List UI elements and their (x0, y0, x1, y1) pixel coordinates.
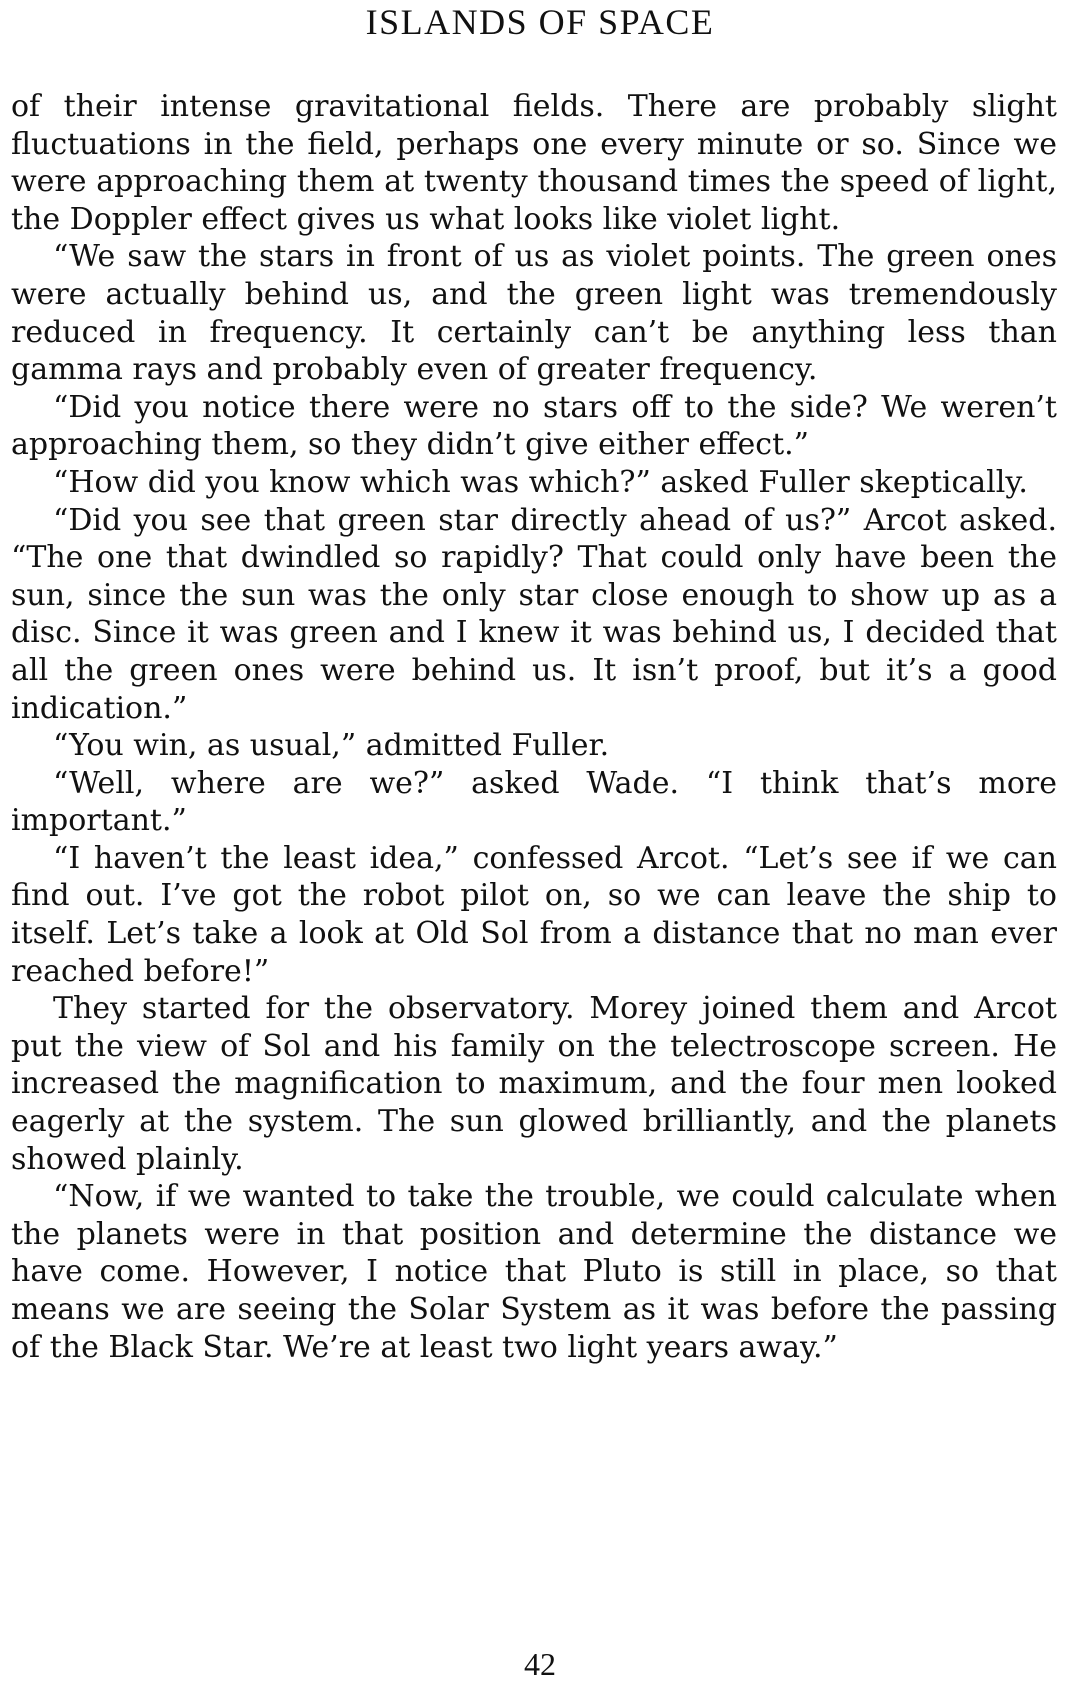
paragraph: They started for the observatory. Morey joined them and Arcot put the view of Sol and his family on the telectroscope screen. He increased the magnification to maximum, and the four men looked eagerly at the system. The sun glowed brilliantly, and the planets showed plainly. (11, 991, 1057, 1177)
paragraph: “How did you know which was which?” asked Fuller skeptically. (53, 464, 1028, 500)
page-number: 42 (524, 1646, 556, 1682)
paragraph: “Well, where are we?” asked Wade. “I think that’s more important.” (11, 765, 1057, 839)
running-title: ISLANDS OF SPACE (365, 2, 715, 42)
paragraph: “You win, as usual,” admitted Fuller. (53, 728, 610, 764)
paragraph: “Now, if we wanted to take the trouble, we could calculate when the planets were in that position and determine the distance we have come. However, I notice that Pluto is still in place, so that means we are seeing the Solar System as it was before the passing of the Black Star. We’re at least two light years away.” (11, 1179, 1057, 1365)
paragraph: “I haven’t the least idea,” confessed Arcot. “Let’s see if we can find out. I’ve got the robot pilot on, so we can leave the ship to itself. Let’s take a look at Old Sol from a distance that no man ever reached before!” (11, 840, 1057, 989)
paragraph: “Did you notice there were no stars off to the side? We weren’t approaching them, so they didn’t give either effect.” (11, 389, 1057, 463)
paragraph: of their intense gravitational fields. There are probably slight fluctuations in the field, perhaps one every minute or so. Since we were approaching them at twenty thousand times the speed of light, the Doppler effect gives us what looks like violet light. (11, 89, 1057, 237)
paragraph: “Did you see that green star directly ahead of us?” Arcot asked. “The one that dwindled so rapidly? That could only have been the sun, since the sun was the only star close enough to show up as a disc. Since it was green and I knew it was behind us, I decided that all the green ones were behind us. It isn’t proof, but it’s a good indication.” (11, 502, 1057, 726)
body-text (11, 88, 1057, 1366)
paragraph: “We saw the stars in front of us as violet points. The green ones were actually behind us, and the green light was tremendously reduced in frequency. It certainly can’t be anything less than gamma rays and probably even of greater frequency. (11, 239, 1057, 388)
